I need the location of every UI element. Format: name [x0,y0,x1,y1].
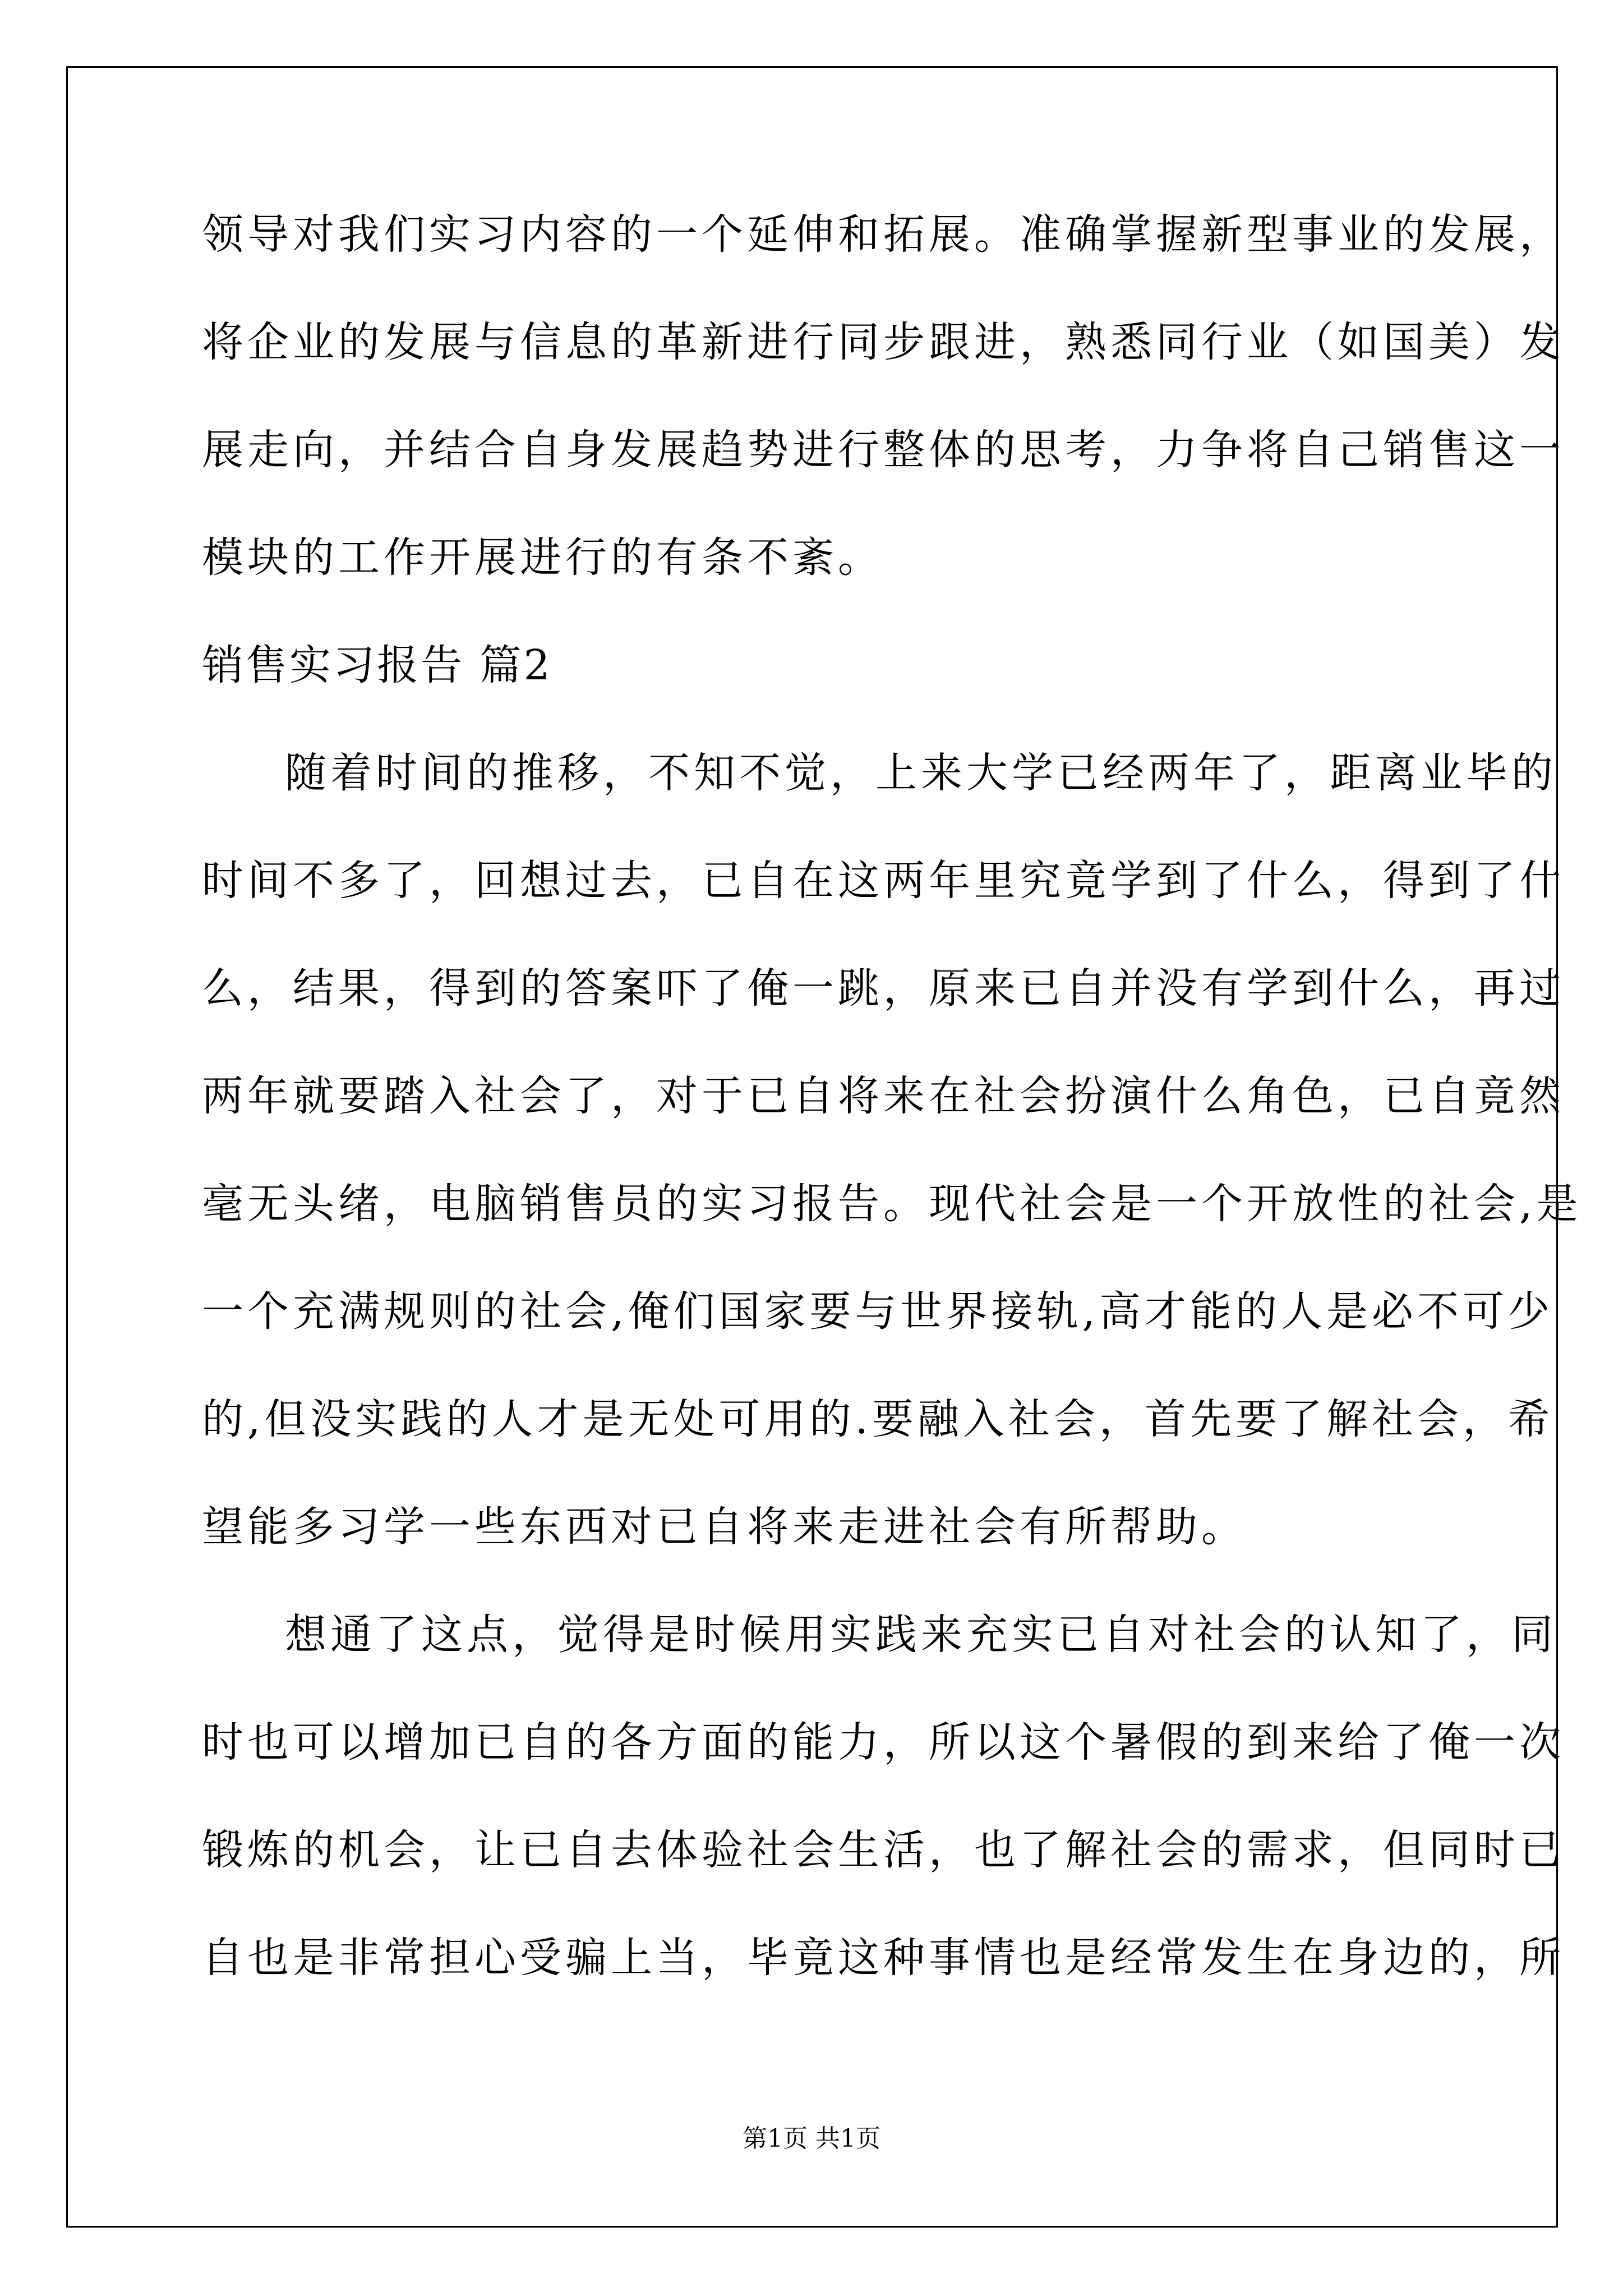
paragraph-line: 两年就要踏入社会了，对于已自将来在社会扮演什么角色，已自竟然 [202,1072,1565,1120]
paragraph-line: 自也是非常担心受骗上当，毕竟这种事情也是经常发生在身边的，所 [202,1934,1565,1982]
paragraph-line: 随着时间的推移，不知不觉，上来大学已经两年了，距离业毕的 [285,749,1557,797]
page-footer: 第1页 共1页 [743,2124,880,2153]
paragraph-line: 将企业的发展与信息的革新进行同步跟进，熟悉同行业（如国美）发 [202,318,1565,366]
paragraph-line: 领导对我们实习内容的一个延伸和拓展。准确掌握新型事业的发展， [202,210,1565,259]
paragraph-line: 时间不多了，回想过去，已自在这两年里究竟学到了什么，得到了什 [202,857,1565,905]
document-body [202,208,1582,2039]
paragraph-line: 展走向，并结合自身发展趋势进行整体的思考，力争将自己销售这一 [202,426,1565,474]
paragraph-line: 想通了这点，觉得是时候用实践来充实已自对社会的认知了，同 [285,1611,1557,1659]
paragraph-line: 的,但没实践的人才是无处可用的.要融入社会，首先要了解社会，希 [202,1395,1554,1443]
paragraph-line: 望能多习学一些东西对已自将来走进社会有所帮助。 [202,1503,1247,1551]
paragraph-line: 毫无头绪，电脑销售员的实习报告。现代社会是一个开放性的社会,是 [202,1180,1582,1228]
section-heading: 销售实习报告 篇2 [202,641,552,689]
paragraph-line: 模块的工作开展进行的有条不紊。 [202,533,883,582]
paragraph-line: 锻炼的机会，让已自去体验社会生活，也了解社会的需求，但同时已 [202,1826,1565,1874]
paragraph-line: 一个充满规则的社会,俺们国家要与世界接轨,高才能的人是必不可少 [202,1287,1554,1336]
paragraph-line: 么，结果，得到的答案吓了俺一跳，原来已自并没有学到什么，再过 [202,964,1565,1013]
paragraph-line: 时也可以增加已自的各方面的能力，所以这个暑假的到来给了俺一次 [202,1718,1565,1766]
